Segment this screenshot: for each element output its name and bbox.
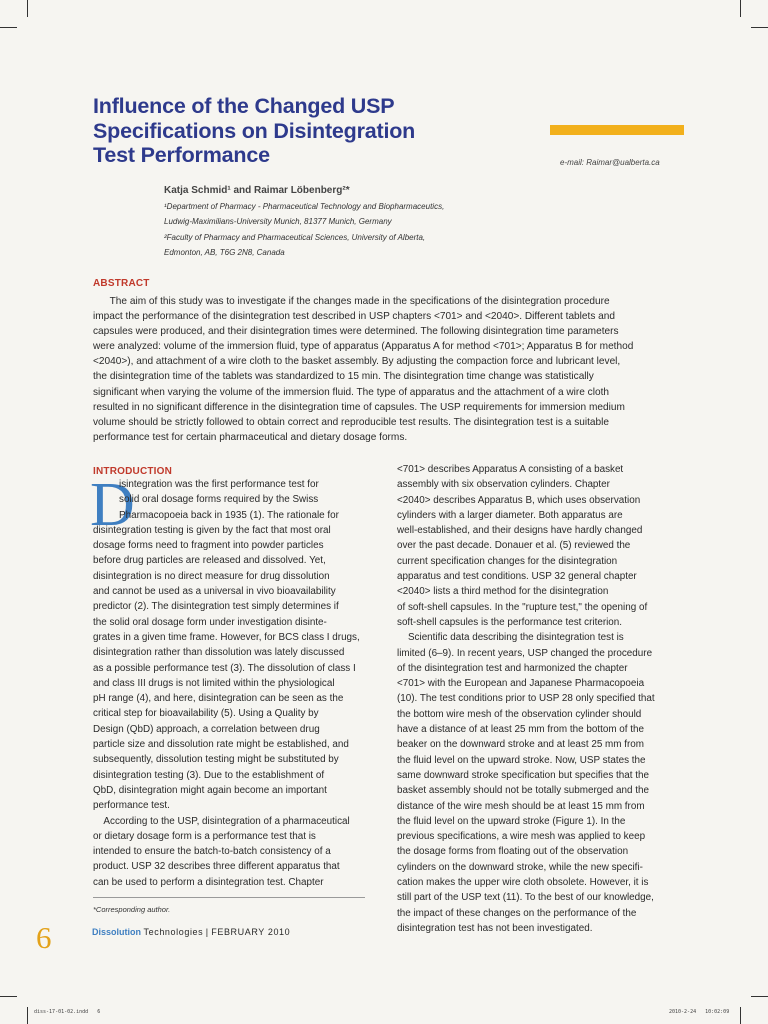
crop-mark-bottom-left-v bbox=[27, 1007, 28, 1024]
body-line: isintegration was the first performance test for bbox=[119, 479, 319, 490]
body-line: solid oral dosage forms required by the Swiss bbox=[119, 494, 319, 506]
crop-mark-top-left-v bbox=[27, 0, 28, 17]
body-line: the impact of these changes on the performance of the bbox=[397, 907, 637, 919]
body-line: the bottom wire mesh of the observation cylinder should bbox=[397, 708, 642, 720]
journal-footer bbox=[92, 927, 290, 937]
body-line: assembly with six observation cylinders. Chapter bbox=[397, 479, 610, 491]
body-line: According to the USP, disintegration of a pharmaceutical bbox=[93, 815, 350, 827]
body-line: previous specifications, a wire mesh was applied to keep bbox=[397, 831, 646, 843]
accent-bar bbox=[550, 125, 684, 135]
article-title bbox=[93, 94, 493, 168]
body-line: Scientific data describing the disintegration test is bbox=[397, 632, 624, 644]
body-line: or dietary dosage form is a performance test that is bbox=[93, 830, 316, 842]
abstract-heading: ABSTRACT bbox=[93, 278, 150, 289]
body-line: soft-shell capsules is the performance test criterion. bbox=[397, 616, 623, 628]
title-line: Influence of the Changed USP bbox=[93, 94, 395, 118]
body-line: <2040> lists a third method for the disintegration bbox=[397, 586, 609, 598]
body-line: <2040> describes Apparatus B, which uses observation bbox=[397, 494, 641, 506]
body-line: Pharmacopoeia back in 1935 (1). The rationale for bbox=[119, 509, 339, 521]
body-line: and cannot be used as a universal in vivo bioavailability bbox=[93, 586, 336, 598]
abstract-line: <2040>), and attachment of a wire cloth to the basket assembly. By adjusting the compaction force and lubricant level, bbox=[93, 356, 621, 368]
body-line: Design (QbD) approach, a correlation between drug bbox=[93, 723, 320, 735]
affiliation-line: Ludwig-Maximilians-University Munich, 81377 Munich, Germany bbox=[164, 217, 392, 227]
right-column bbox=[397, 462, 692, 936]
body-line: predictor (2). The disintegration test simply determines if bbox=[93, 601, 339, 613]
body-line: cation makes the upper wire cloth obsolete. However, it is bbox=[397, 877, 649, 889]
body-line: of soft-shell capsules. In the "rupture test," the opening of bbox=[397, 601, 648, 613]
body-line: dosage forms need to fragment into powder particles bbox=[93, 540, 324, 552]
left-column bbox=[93, 477, 365, 890]
body-line: the fluid level on the upward stroke. Now, USP states the bbox=[397, 754, 646, 766]
body-line: can be used to perform a disintegration test. Chapter bbox=[93, 876, 324, 888]
body-line: performance test. bbox=[93, 800, 170, 812]
body-line: disintegration testing is given by the fact that most oral bbox=[93, 524, 331, 536]
body-line: disintegration test has not been investigated. bbox=[397, 922, 593, 934]
abstract-line: The aim of this study was to investigate if the changes made in the specifications of the disintegration procedure bbox=[93, 296, 610, 307]
body-line: pH range (4), and here, disintegration can be seen as the bbox=[93, 693, 344, 705]
abstract-line: capsules were produced, and their disintegration times were determined. The following disintegration time parameters bbox=[93, 326, 619, 338]
body-line: subsequently, dissolution testing might be substituted by bbox=[93, 754, 339, 766]
contact-email[interactable]: e-mail: Raimar@ualberta.ca bbox=[560, 158, 660, 167]
body-line: the dosage forms from floating out of the observation bbox=[397, 846, 629, 858]
page-number: 6 bbox=[36, 920, 52, 955]
body-line: disintegration rather than dissolution was lately discussed bbox=[93, 647, 345, 659]
abstract-line: were analyzed: volume of the immersion fluid, type of apparatus (Apparatus A for method <701>; Apparatus B for method bbox=[93, 341, 634, 353]
print-slug-file: diss-17-01-02.indd 6 bbox=[34, 1009, 101, 1015]
affiliation-line: ²Faculty of Pharmacy and Pharmaceutical Sciences, University of Alberta, bbox=[164, 232, 426, 242]
body-line: still part of the USP text (11). To the best of our knowledge, bbox=[397, 892, 654, 904]
title-line: Test Performance bbox=[93, 143, 270, 167]
journal-separator: | bbox=[205, 927, 209, 937]
body-line: basket assembly should not be totally submerged and the bbox=[397, 785, 649, 797]
body-line: and class III drugs is not limited within the physiological bbox=[93, 677, 335, 689]
body-line: cylinders with a larger diameter. Both apparatus are bbox=[397, 509, 623, 521]
affiliations bbox=[164, 199, 504, 260]
body-line: disintegration testing (3). Due to the establishment of bbox=[93, 769, 325, 781]
body-line: before drug particles are released and dissolved. Yet, bbox=[93, 555, 326, 567]
journal-name-part1: Dissolution bbox=[92, 927, 141, 937]
footnote-divider bbox=[93, 897, 365, 898]
body-line: the solid oral dosage form under investigation disinte- bbox=[93, 616, 327, 628]
abstract-body bbox=[93, 294, 693, 445]
abstract-line: impact the performance of the disintegration test described in USP chapters <701> and <2040>. Different tablets and bbox=[93, 311, 616, 323]
body-line: distance of the wire mesh should be at least 15 mm from bbox=[397, 800, 645, 812]
body-line: have a distance of at least 25 mm from the bottom of the bbox=[397, 724, 645, 736]
body-line: apparatus and test conditions. USP 32 general chapter bbox=[397, 571, 637, 583]
print-slug-date: 2010-2-24 10:02:09 bbox=[669, 1009, 730, 1015]
crop-mark-bottom-right-h bbox=[751, 996, 768, 997]
body-line: current specification changes for the disintegration bbox=[397, 555, 618, 567]
affiliation-line: Edmonton, AB, T6G 2N8, Canada bbox=[164, 247, 285, 257]
body-line: over the past decade. Donauer et al. (5) reviewed the bbox=[397, 540, 631, 552]
footnote: *Corresponding author. bbox=[93, 905, 171, 914]
body-line: disintegration is no direct measure for drug dissolution bbox=[93, 570, 330, 582]
body-line: critical step for bioavailability (5). Using a Quality by bbox=[93, 708, 319, 720]
abstract-line: significant when varying the volume of the immersion fluid. The type of apparatus and the attachment of a wire cloth bbox=[93, 386, 609, 398]
body-line: <701> with the European and Japanese Pharmacopoeia bbox=[397, 678, 645, 690]
abstract-line: volume should be strictly followed to obtain correct and reproducible test results. The disintegration test is a suitable bbox=[93, 416, 609, 428]
author-list: Katja Schmid¹ and Raimar Löbenberg²* bbox=[164, 185, 350, 196]
crop-mark-top-right-v bbox=[740, 0, 741, 17]
title-line: Specifications on Disintegration bbox=[93, 118, 416, 143]
crop-mark-top-left-h bbox=[0, 27, 17, 28]
body-line: cylinders on the downward stroke, while the new specifi- bbox=[397, 861, 643, 873]
body-line: well-established, and their designs have hardly changed bbox=[397, 525, 643, 537]
body-line: QbD, disintegration might again become an important bbox=[93, 784, 327, 796]
body-line: (10). The test conditions prior to USP 28 only specified that bbox=[397, 693, 655, 705]
affiliation-line: ¹Department of Pharmacy - Pharmaceutical Technology and Biopharmaceutics, bbox=[164, 202, 445, 211]
crop-mark-bottom-right-v bbox=[740, 1007, 741, 1024]
abstract-line: performance test for certain pharmaceutical and dietary dosage forms. bbox=[93, 431, 408, 443]
abstract-line: the disintegration time of the tablets was standardized to 15 min. The disintegration time change was statistically bbox=[93, 371, 594, 383]
introduction-heading: INTRODUCTION bbox=[93, 466, 173, 477]
body-line: limited (6–9). In recent years, USP changed the procedure bbox=[397, 647, 653, 659]
body-line: particle size and dissolution rate might be established, and bbox=[93, 739, 349, 751]
body-line: same downward stroke specification but specifies that the bbox=[397, 769, 649, 781]
body-line: the fluid level on the upward stroke (Figure 1). In the bbox=[397, 815, 626, 827]
body-line: of the disintegration test and harmonized the chapter bbox=[397, 662, 628, 674]
body-line: intended to ensure the batch-to-batch consistency of a bbox=[93, 846, 331, 858]
drop-cap: D bbox=[90, 471, 135, 539]
journal-name-part2: Technologies bbox=[143, 927, 204, 937]
journal-issue: FEBRUARY 2010 bbox=[211, 927, 291, 937]
crop-mark-bottom-left-h bbox=[0, 996, 17, 997]
body-line: product. USP 32 describes three different apparatus that bbox=[93, 861, 340, 873]
body-line: grates in a given time frame. However, for BCS class I drugs, bbox=[93, 631, 360, 643]
body-line: beaker on the downward stroke and at least 25 mm from bbox=[397, 739, 645, 751]
body-line: <701> describes Apparatus A consisting of a basket bbox=[397, 464, 624, 475]
body-line: as a possible performance test (3). The dissolution of class I bbox=[93, 662, 356, 674]
crop-mark-top-right-h bbox=[751, 27, 768, 28]
abstract-line: resulted in no significant difference in the disintegration time of capsules. The USP requirements for immersion medium bbox=[93, 401, 625, 413]
